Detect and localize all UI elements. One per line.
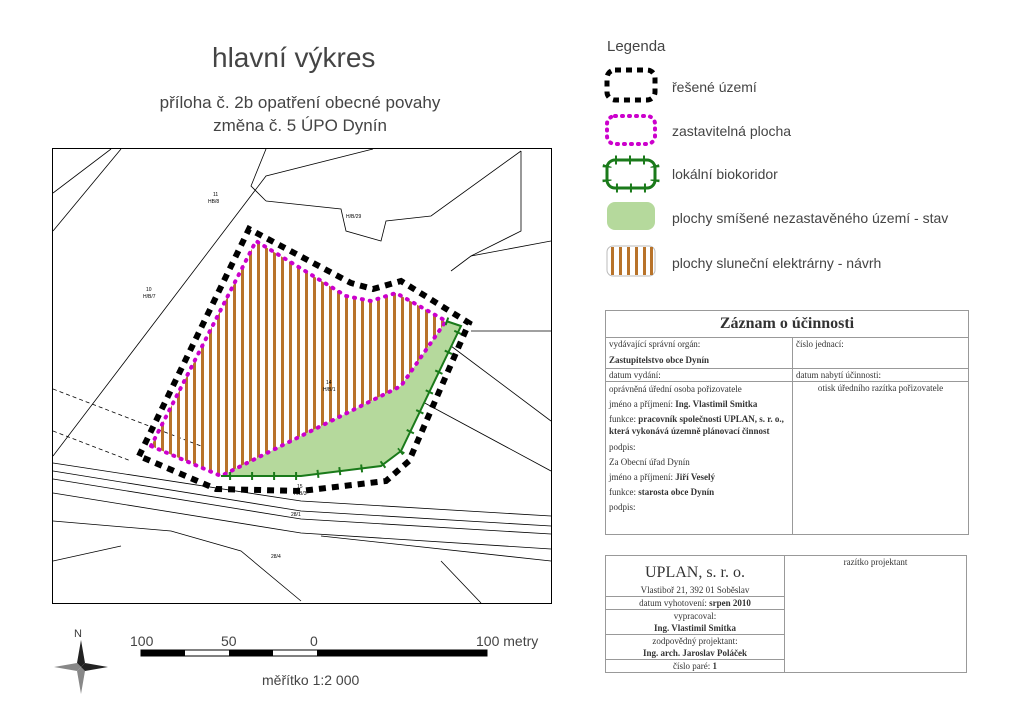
function-label: funkce: [609, 414, 636, 425]
responsible-value: Ing. arch. Jaroslav Poláček [606, 647, 785, 660]
scale-label-50: 50 [221, 633, 237, 649]
parcel-center-num: 14 [326, 380, 332, 386]
map-canvas [53, 149, 551, 603]
parcel-bottom-code: H/B/3 [294, 491, 307, 497]
designer-stamp-label: razítko projektant [785, 556, 967, 673]
effective-date-label: datum nabytí účinnosti: [793, 369, 969, 382]
official-stamp-label: otisk úředního razítka pořizovatele [793, 382, 969, 535]
north-arrow-icon [54, 640, 108, 694]
function-value: pracovník společnosti UPLAN, s. r. o., která vykonává územně plánovací činnost [609, 414, 784, 437]
issue-date-label: datum vydání: [606, 369, 793, 382]
map-title: hlavní výkres [212, 42, 376, 73]
scale-ratio: měřítko 1:2 000 [262, 672, 360, 688]
legend-label-buildable: zastavitelná plocha [672, 123, 792, 139]
legend-label-mixed: plochy smíšené nezastavěného území - stav [672, 210, 949, 226]
prepared-value: Ing. Vlastimil Smitka [606, 622, 785, 635]
signature2-label: podpis: [609, 502, 636, 513]
official-label: oprávněná úřední osoba pořizovatele [609, 384, 742, 394]
legend-brown-stripes-frame [607, 246, 655, 276]
legend-brown-stripes-icon [611, 247, 653, 275]
north-label: N [74, 628, 82, 640]
name2-value: Jiří Veselý [675, 471, 715, 482]
legend-label-resolved: řešené území [672, 79, 757, 95]
authority-value: Zastupitelstvo obce Dynín [609, 355, 710, 365]
effect-record-title: Záznam o účinnosti [606, 311, 969, 338]
legend-green-fill-icon [607, 202, 655, 230]
signature-label: podpis: [609, 441, 636, 452]
road-label: 28/1 [291, 512, 301, 518]
function2-label: funkce: [609, 486, 636, 497]
parcel-topright-code: H/B/29 [346, 214, 362, 220]
scale-bar [140, 649, 490, 657]
legend-label-biocorridor: lokální biokoridor [672, 166, 778, 182]
name2-label: jméno a příjmení: [609, 471, 673, 482]
bottom-parcel-label: 28/4 [271, 554, 281, 560]
scale-label-100-metry: 100 metry [476, 633, 539, 649]
company-name: UPLAN, s. r. o. [606, 556, 785, 585]
copy-value: 1 [712, 661, 717, 671]
effect-record-panel [605, 310, 969, 535]
responsible-label: zodpovědný projektant: [606, 635, 785, 648]
parcel-top-code: HB/8 [208, 199, 220, 205]
copy-label: číslo paré: [673, 661, 711, 671]
map-frame[interactable] [52, 148, 552, 604]
legend-magenta-dotted-icon [607, 116, 655, 144]
map-subtitle-line2: změna č. 5 ÚPO Dynín [213, 116, 387, 135]
legend-green-ticks-icon [607, 160, 655, 188]
function2-value: starosta obce Dynín [638, 486, 715, 497]
legend-title: Legenda [607, 38, 666, 55]
parcel-top-num: 11 [213, 192, 219, 198]
name-value: Ing. Vlastimil Smitka [675, 399, 758, 410]
legend-symbols [602, 64, 662, 284]
scale-label-100: 100 [130, 633, 154, 649]
parcel-bottom-num: 15 [297, 484, 303, 490]
authority-label: vydávající správní orgán: [609, 339, 701, 349]
parcel-center-code: H/B/1 [323, 387, 336, 393]
name-label: jméno a příjmení: [609, 399, 673, 410]
reference-label: číslo jednací: [796, 339, 844, 349]
date-label: datum vyhotovení: [639, 598, 707, 608]
parcel-left-code: H/B/7 [143, 294, 156, 300]
scale-label-0: 0 [310, 633, 318, 649]
prepared-label: vypracoval: [606, 610, 785, 623]
legend-black-dashed-icon [607, 70, 655, 100]
parcel-left-num: 10 [146, 287, 152, 293]
office-label: Za Obecní úřad Dynín [609, 456, 690, 467]
date-value: srpen 2010 [709, 598, 751, 608]
map-subtitle-line1: příloha č. 2b opatření obecné povahy [159, 93, 441, 112]
company-address: Vlastiboř 21, 392 01 Soběslav [606, 584, 785, 597]
company-panel [605, 555, 967, 673]
legend-label-solar: plochy sluneční elektrárny - návrh [672, 255, 882, 271]
